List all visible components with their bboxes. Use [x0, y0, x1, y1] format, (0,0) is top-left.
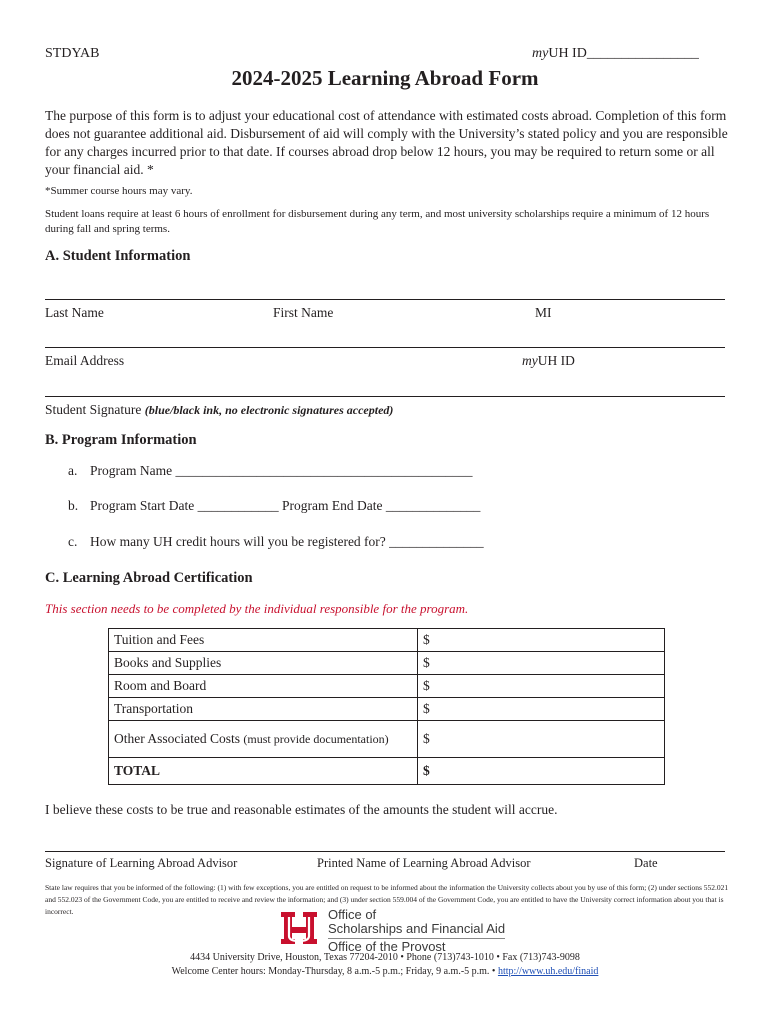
date-label: Date	[634, 856, 658, 870]
table-row	[109, 652, 665, 675]
header-uhid-label: UH ID	[548, 46, 587, 61]
office-line2: Scholarships and Financial Aid	[328, 921, 506, 936]
attestation-text: I believe these costs to be true and reasonable estimates of the amounts the student will accrue.	[45, 802, 558, 817]
page-title: 2024-2025 Learning Abroad Form	[231, 66, 539, 90]
total-amount[interactable]: $	[418, 758, 665, 785]
advisor-name-label: Printed Name of Learning Abroad Advisor	[317, 856, 531, 870]
last-name-label: Last Name	[45, 305, 104, 320]
credit-hours-field[interactable]: How many UH credit hours will you be registered for? ______________	[90, 534, 484, 549]
other-costs-note: (must provide documentation)	[243, 732, 389, 746]
mi-label: MI	[535, 305, 552, 320]
books-label: Books and Supplies	[109, 652, 418, 675]
section-b-heading: B. Program Information	[45, 432, 197, 448]
room-label: Room and Board	[109, 675, 418, 698]
signature-text: Student Signature	[45, 402, 142, 417]
uh-logo-icon	[280, 910, 318, 946]
uhid-prefix: my	[522, 353, 538, 368]
program-dates-field[interactable]: Program Start Date ____________ Program End Date ______________	[90, 498, 481, 513]
item-c-marker: c.	[68, 534, 78, 549]
office-line3: Office of the Provost	[328, 938, 505, 954]
uhid-label	[522, 353, 575, 369]
first-name-label: First Name	[273, 305, 334, 320]
footer-hours: Welcome Center hours: Monday-Thursday, 8 a.m.-5 p.m.; Friday, 9 a.m.-5 p.m. •	[171, 966, 498, 977]
header-uhid-field[interactable]	[532, 46, 699, 62]
program-name-field[interactable]: Program Name ____________________________________________	[90, 463, 473, 478]
total-label: TOTAL	[109, 758, 418, 785]
office-name	[328, 908, 505, 954]
table-row	[109, 629, 665, 652]
office-line1: Office of	[328, 907, 377, 922]
other-costs-label	[109, 721, 418, 758]
room-amount[interactable]: $	[418, 675, 665, 698]
advisor-signature-line[interactable]	[45, 851, 725, 852]
form-code: STDYAB	[45, 46, 100, 61]
footer-hours-line	[0, 966, 770, 977]
name-line[interactable]	[45, 299, 725, 300]
section-a-heading: A. Student Information	[45, 248, 191, 264]
books-amount[interactable]: $	[418, 652, 665, 675]
student-signature-label	[45, 402, 393, 418]
signature-note: (blue/black ink, no electronic signatures accepted)	[144, 403, 394, 417]
signature-line[interactable]	[45, 396, 725, 397]
header-uhid-blank: ________________	[586, 46, 699, 61]
table-row	[109, 721, 665, 758]
table-row	[109, 698, 665, 721]
email-line[interactable]	[45, 347, 725, 348]
item-a-marker: a.	[68, 463, 78, 478]
tuition-label: Tuition and Fees	[109, 629, 418, 652]
legal-notice: State law requires that you be informed of the following: (1) with few exceptions, you are entitled on request to be informed about the information the University collects about you by use of this form; (2) under sections 552.021 and 552.023 of the Government Code, you are entitled to receive and review the information; and (3) under section 559.004 of the Government Code, you are entitled to have the University correct information about you that is incorrect.	[45, 883, 729, 916]
table-row	[109, 675, 665, 698]
finaid-link[interactable]: http://www.uh.edu/finaid	[497, 966, 599, 977]
footer-address: 4434 University Drive, Houston, Texas 77204-2010 • Phone (713)743-1010 • Fax (713)743-9098	[190, 952, 580, 963]
other-costs-text: Other Associated Costs	[114, 731, 240, 746]
uhid-text: UH ID	[537, 353, 575, 368]
cost-table	[108, 628, 665, 785]
item-b-marker: b.	[68, 498, 79, 513]
table-row	[109, 758, 665, 785]
transport-amount[interactable]: $	[418, 698, 665, 721]
header-uhid-prefix: my	[532, 46, 549, 61]
other-costs-amount[interactable]: $	[418, 721, 665, 758]
intro-paragraph: The purpose of this form is to adjust your educational cost of attendance with estimated costs abroad. Completion of this form does not guarantee additional aid. Disbursement of aid will comply with the University’s stated policy and you are responsible for any charges incurred prior to that date. If courses abroad drop below 12 hours, you may be required to return some or all your financial aid. *	[45, 108, 728, 177]
summer-note: *Summer course hours may vary.	[45, 185, 193, 197]
transport-label: Transportation	[109, 698, 418, 721]
section-c-heading: C. Learning Abroad Certification	[45, 570, 253, 586]
certification-instruction: This section needs to be completed by the individual responsible for the program.	[45, 601, 469, 616]
advisor-signature-label: Signature of Learning Abroad Advisor	[45, 856, 238, 870]
loan-note: Student loans require at least 6 hours of enrollment for disbursement during any term, and most university scholarships require a minimum of 12 hours during fall and spring terms.	[45, 208, 710, 235]
email-label: Email Address	[45, 353, 125, 368]
tuition-amount[interactable]: $	[418, 629, 665, 652]
